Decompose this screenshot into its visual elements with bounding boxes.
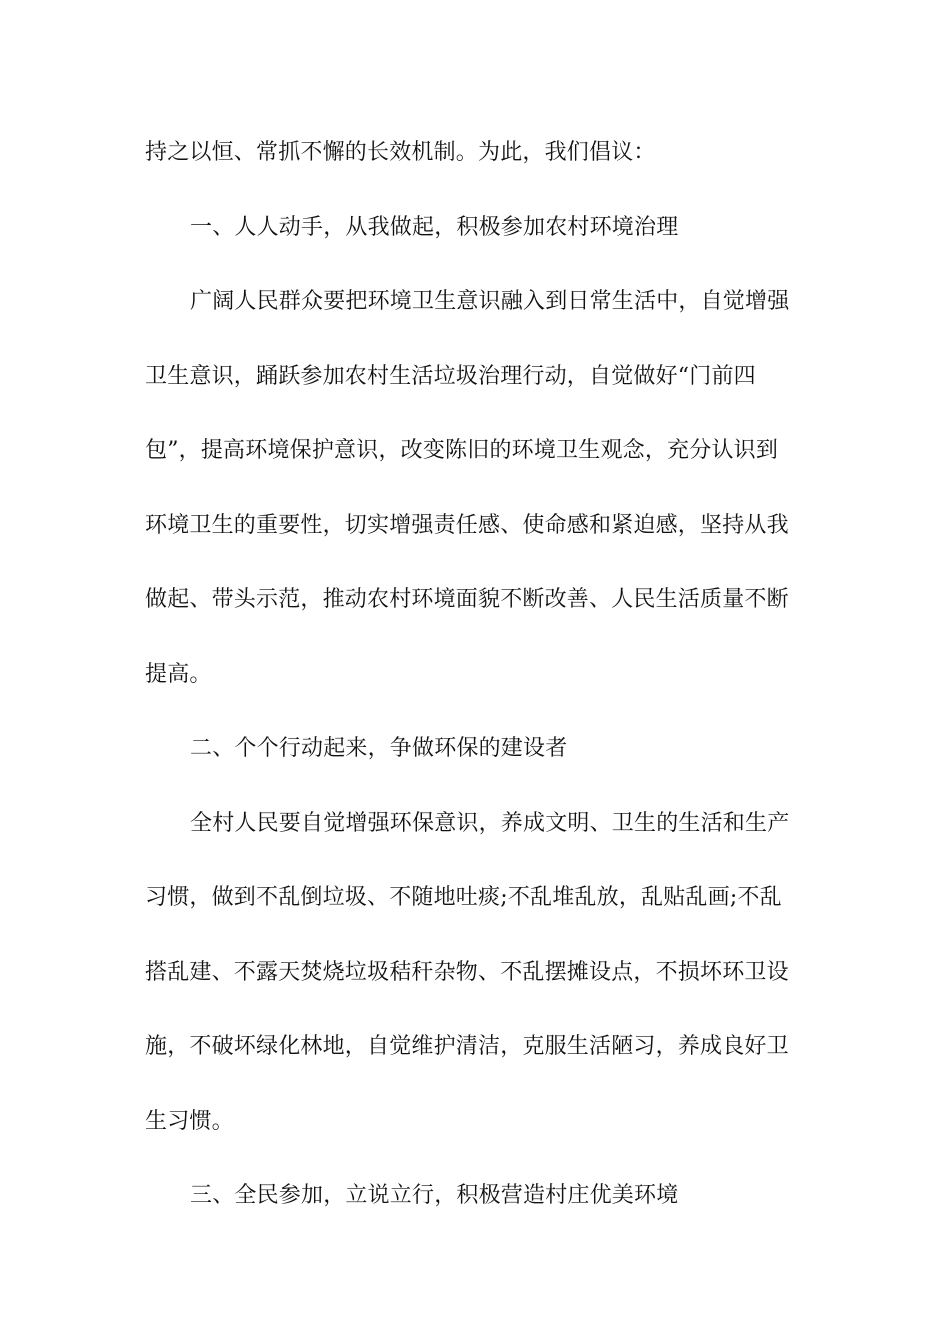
- text-line-14: 生习惯。: [145, 1108, 234, 1134]
- section-heading-3: 三、全民参加，立说立行，积极营造村庄优美环境: [190, 1183, 679, 1208]
- text-line-10: 全村人民要自觉增强环保意识，养成文明、卫生的生活和生产: [190, 810, 790, 836]
- text-line-11: 习惯，做到不乱倒垃圾、不随地吐痰;不乱堆乱放，乱贴乱画;不乱: [145, 885, 782, 910]
- section-heading-2: 二、个个行动起来，争做环保的建设者: [190, 736, 568, 761]
- text-line-7: 做起、带头示范，推动农村环境面貌不断改善、人民生活质量不断: [145, 587, 789, 612]
- section-heading-1: 一、人人动手，从我做起，积极参加农村环境治理: [190, 214, 679, 240]
- text-line-12: 搭乱建、不露天焚烧垃圾秸秆杂物、不乱摆摊设点，不损坏环卫设: [145, 959, 789, 985]
- text-line-4: 卫生意识，踊跃参加农村生活垃圾治理行动，自觉做好“门前四: [145, 363, 756, 389]
- text-line-3: 广阔人民群众要把环境卫生意识融入到日常生活中，自觉增强: [190, 289, 790, 314]
- text-line-5: 包”，提高环境保护意识，改变陈旧的环境卫生观念，充分认识到: [145, 438, 779, 463]
- text-line-13: 施，不破坏绿化林地，自觉维护清洁，克服生活陋习，养成良好卫: [145, 1034, 789, 1059]
- text-line-6: 环境卫生的重要性，切实增强责任感、使命感和紧迫感，坚持从我: [145, 512, 789, 538]
- text-line-8: 提高。: [145, 661, 212, 687]
- text-line-1: 持之以恒、常抓不懈的长效机制。为此，我们倡议：: [145, 140, 656, 165]
- document-body: [145, 130, 809, 1248]
